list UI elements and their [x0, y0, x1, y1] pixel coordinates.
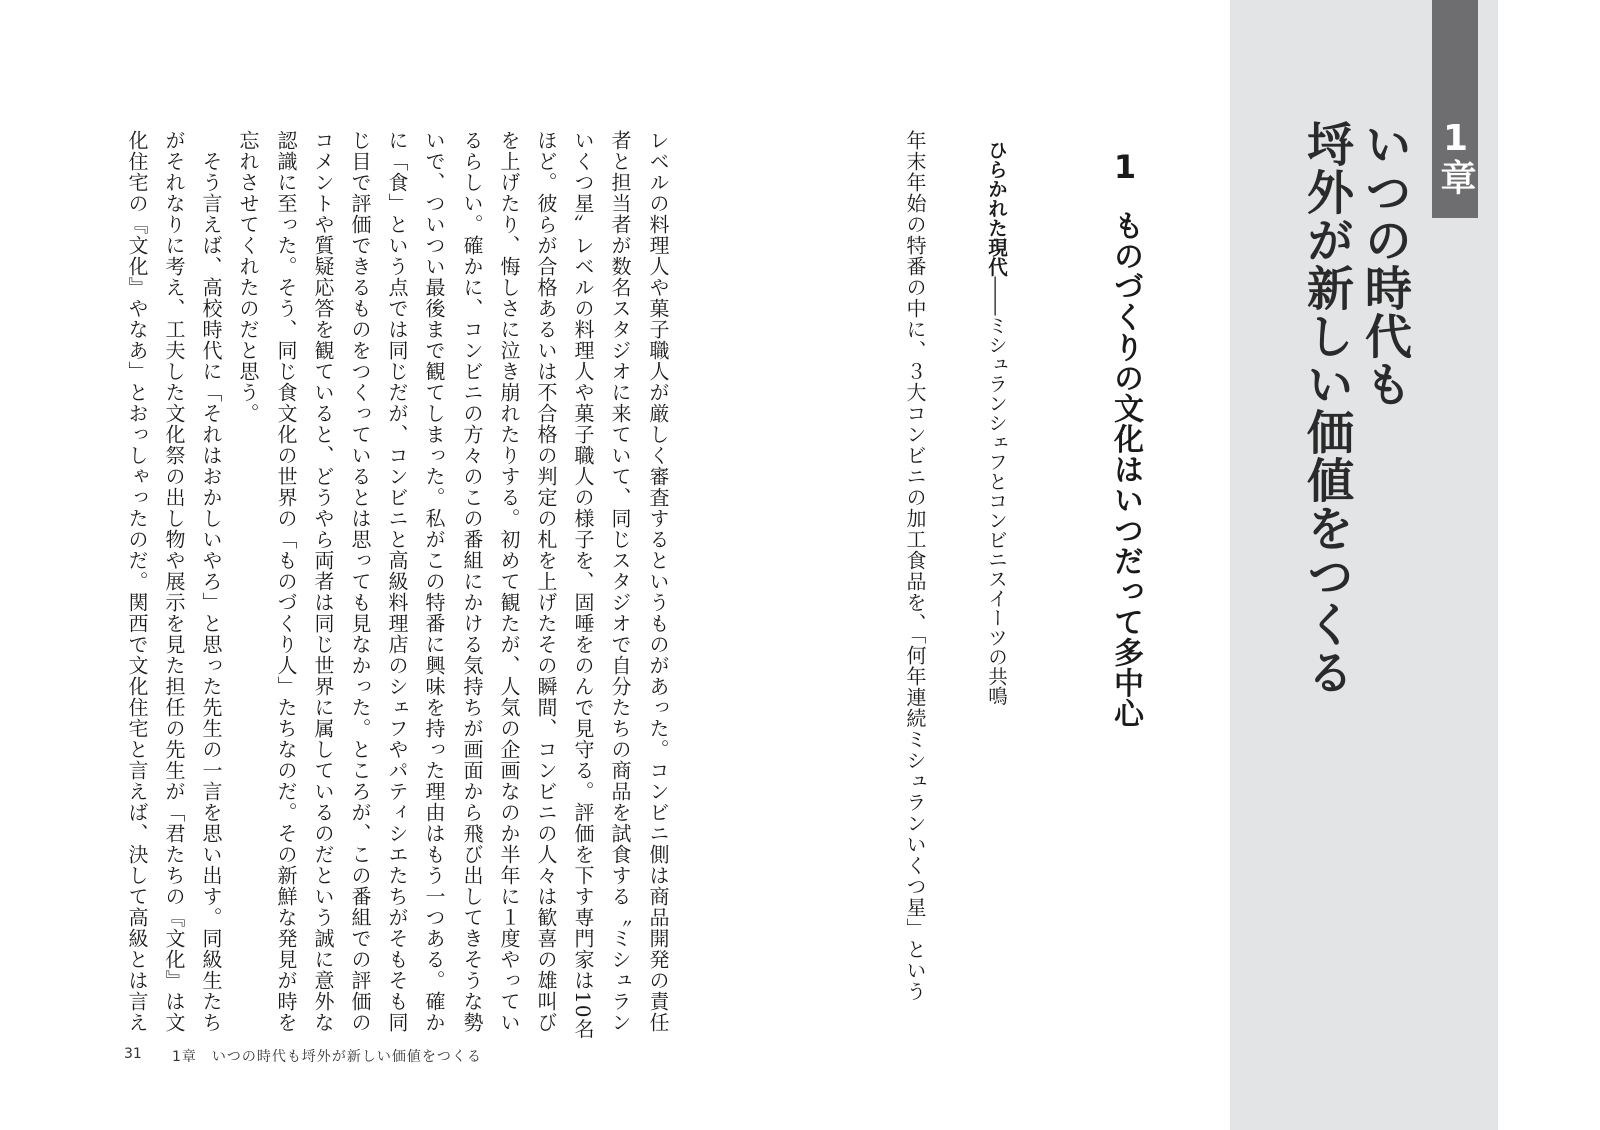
body-line-10: じ目で評価できるものをつくっているとは思っても見なかった。ところが、この番組での評価の [348, 130, 372, 1033]
subheading [982, 140, 1010, 706]
body-line-16: 化住宅の『文化』やなあ」とおっしゃったのだ。関西で文化住宅と言えば、決して高級とは言え [125, 130, 149, 1033]
chapter-label: 1章 [1435, 118, 1476, 195]
page-number: 31 [124, 1046, 142, 1062]
body-line-3: 者と担当者が数名スタジオに来ていて、同じスタジオで自分たちの商品を試食する〝ミシュラン [608, 130, 632, 1033]
subheading-label: ひらかれた現代 [985, 140, 1008, 277]
body-line-6: を上げたり、悔しさに泣き崩れたりする。初めて観たが、人気の企画なのか半年に１度やってい [497, 130, 521, 1033]
body-line-12: 認識に至った。そう、同じ食文化の世界の「ものづくり人」たちなのだ。その新鮮な発見が時を [274, 130, 298, 1033]
subheading-text: ミシュランシェフとコンビニスイーツの共鳴 [985, 315, 1008, 706]
chapter-title-line-2: 埒外が新しい価値をつくる [1299, 120, 1354, 696]
body-line-13: 忘れさせてくれたのだと思う。 [236, 130, 260, 424]
body-line-2: レベルの料理人や菓子職人が厳しく審査するというものがあった。コンビニ側は商品開発の責任 [646, 130, 670, 1033]
body-line-7: るらしい。確かに、コンビニの方々のこの番組にかける気持ちが画面から飛び出してきそうな勢 [460, 130, 484, 1033]
body-line-11: コメントや質疑応答を観ていると、どうやら両者は同じ世界に属しているのだという誠に意外な [311, 130, 335, 1033]
section-title: ものづくりの文化はいつだって多中心 [1108, 210, 1143, 729]
chapter-title-line-1: いつの時代も [1357, 120, 1412, 408]
body-line-15: がそれなりに考え、工夫した文化祭の出し物や展示を見た担任の先生が「君たちの『文化』は文 [162, 130, 186, 1033]
section-number: 1 [1106, 148, 1144, 186]
body-line-8: いで、ついつい最後まで観てしまった。私がこの特番に興味を持った理由はもう一つある。確か [422, 130, 446, 1033]
body-line-9: に「食」という点では同じだが、コンビニと高級料理店のシェフやパティシエたちがそもそも同 [385, 130, 409, 1033]
subheading-dash: ―― [985, 276, 1008, 316]
running-title: 1章 いつの時代も埒外が新しい価値をつくる [172, 1049, 482, 1065]
body-line-14: そう言えば、高校時代に「それはおかしいやろ」と思った先生の一言を思い出す。同級生たち [199, 130, 223, 1033]
body-line-4: いくつ星〟レベルの料理人や菓子職人の様子を、固唾をのんで見守る。評価を下す専門家は10名 [571, 130, 595, 1040]
body-line-1: 年末年始の特番の中に、３大コンビニの加工食品を、「何年連続ミシュランいくつ星」という [903, 130, 927, 1002]
body-line-5: ほど。彼らが合格あるいは不合格の判定の札を上げたその瞬間、コンビニの人々は歓喜の雄叫び [534, 130, 558, 1033]
